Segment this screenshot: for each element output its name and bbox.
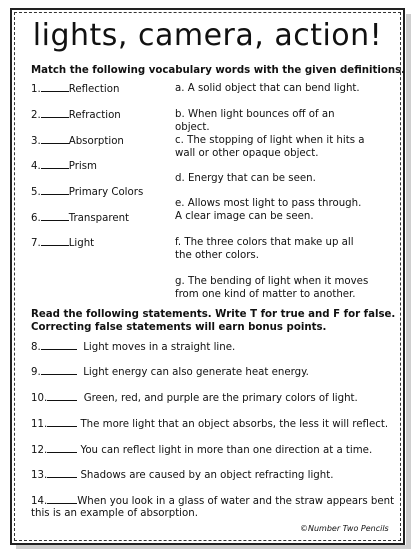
vocab-word: Transparent — [68, 213, 130, 224]
statement-11: 11. The more light that an object absorbs, the less it will reflect. — [31, 419, 389, 430]
answer-blank[interactable] — [41, 340, 77, 350]
definition-f: f. The three colors that make up all the other colors. — [175, 237, 354, 261]
definition-e: e. Allows most light to pass through. A clear image can be seen. — [175, 198, 362, 222]
statement-14: 14. When you look in a glass of water and the straw appears bent — [31, 496, 395, 507]
vocab-number: 3. — [31, 136, 41, 147]
definition-d: d. Energy that can be seen. — [175, 173, 316, 184]
answer-blank[interactable] — [47, 417, 77, 427]
statement-10: 10. Green, red, and purple are the primary colors of light. — [31, 393, 358, 404]
vocab-item-prism — [31, 159, 97, 173]
answer-blank[interactable] — [41, 211, 69, 221]
vocab-word: Light — [68, 238, 95, 249]
vocab-item-transparent — [31, 211, 129, 225]
answer-blank[interactable] — [41, 108, 69, 118]
answer-blank[interactable] — [41, 82, 69, 92]
vocab-number: 7. — [31, 238, 41, 249]
statement-8: 8. Light moves in a straight line. — [31, 342, 236, 353]
answer-blank[interactable] — [47, 468, 77, 478]
vocab-word: Prism — [68, 161, 97, 172]
statement-9: 9. Light energy can also generate heat energy. — [31, 367, 309, 378]
true-false-instructions-line1: Read the following statements. Write T for true and F for false. — [31, 309, 396, 320]
vocab-number: 1. — [31, 84, 41, 95]
worksheet-title: lights, camera, action! — [32, 18, 383, 53]
answer-blank[interactable] — [41, 134, 69, 144]
definition-a: a. A solid object that can bend light. — [175, 83, 360, 94]
page-shadow-right — [406, 14, 411, 548]
vocab-item-primary-colors — [31, 185, 143, 199]
answer-blank[interactable] — [41, 159, 69, 169]
definition-b: b. When light bounces off of an object. — [175, 109, 335, 133]
statement-14-continued: this is an example of absorption. — [31, 508, 198, 519]
vocab-item-light — [31, 236, 94, 250]
vocab-word: Refraction — [68, 110, 121, 121]
answer-blank[interactable] — [47, 494, 77, 504]
definition-c: c. The stopping of light when it hits a wall or other opaque object. — [175, 135, 365, 159]
vocab-word: Primary Colors — [68, 187, 144, 198]
vocab-item-reflection — [31, 82, 119, 96]
answer-blank[interactable] — [47, 391, 77, 401]
vocab-number: 4. — [31, 161, 41, 172]
statement-13: 13. Shadows are caused by an object refracting light. — [31, 470, 334, 481]
matching-instructions: Match the following vocabulary words with the given definitions. — [31, 65, 406, 76]
statement-12: 12. You can reflect light in more than one direction at a time. — [31, 445, 373, 456]
true-false-instructions-line2: Correcting false statements will earn bonus points. — [31, 322, 327, 333]
vocab-item-refraction — [31, 108, 121, 122]
vocab-number: 2. — [31, 110, 41, 121]
definition-g: g. The bending of light when it moves from one kind of matter to another. — [175, 276, 369, 300]
vocab-word: Reflection — [68, 84, 120, 95]
page-shadow-bottom — [16, 545, 411, 549]
vocab-number: 5. — [31, 187, 41, 198]
answer-blank[interactable] — [47, 443, 77, 453]
vocab-word: Absorption — [68, 136, 124, 147]
answer-blank[interactable] — [41, 185, 69, 195]
answer-blank[interactable] — [41, 365, 77, 375]
vocab-item-absorption — [31, 134, 124, 148]
vocab-number: 6. — [31, 213, 41, 224]
copyright-credit: ©Number Two Pencils — [300, 524, 389, 533]
answer-blank[interactable] — [41, 236, 69, 246]
